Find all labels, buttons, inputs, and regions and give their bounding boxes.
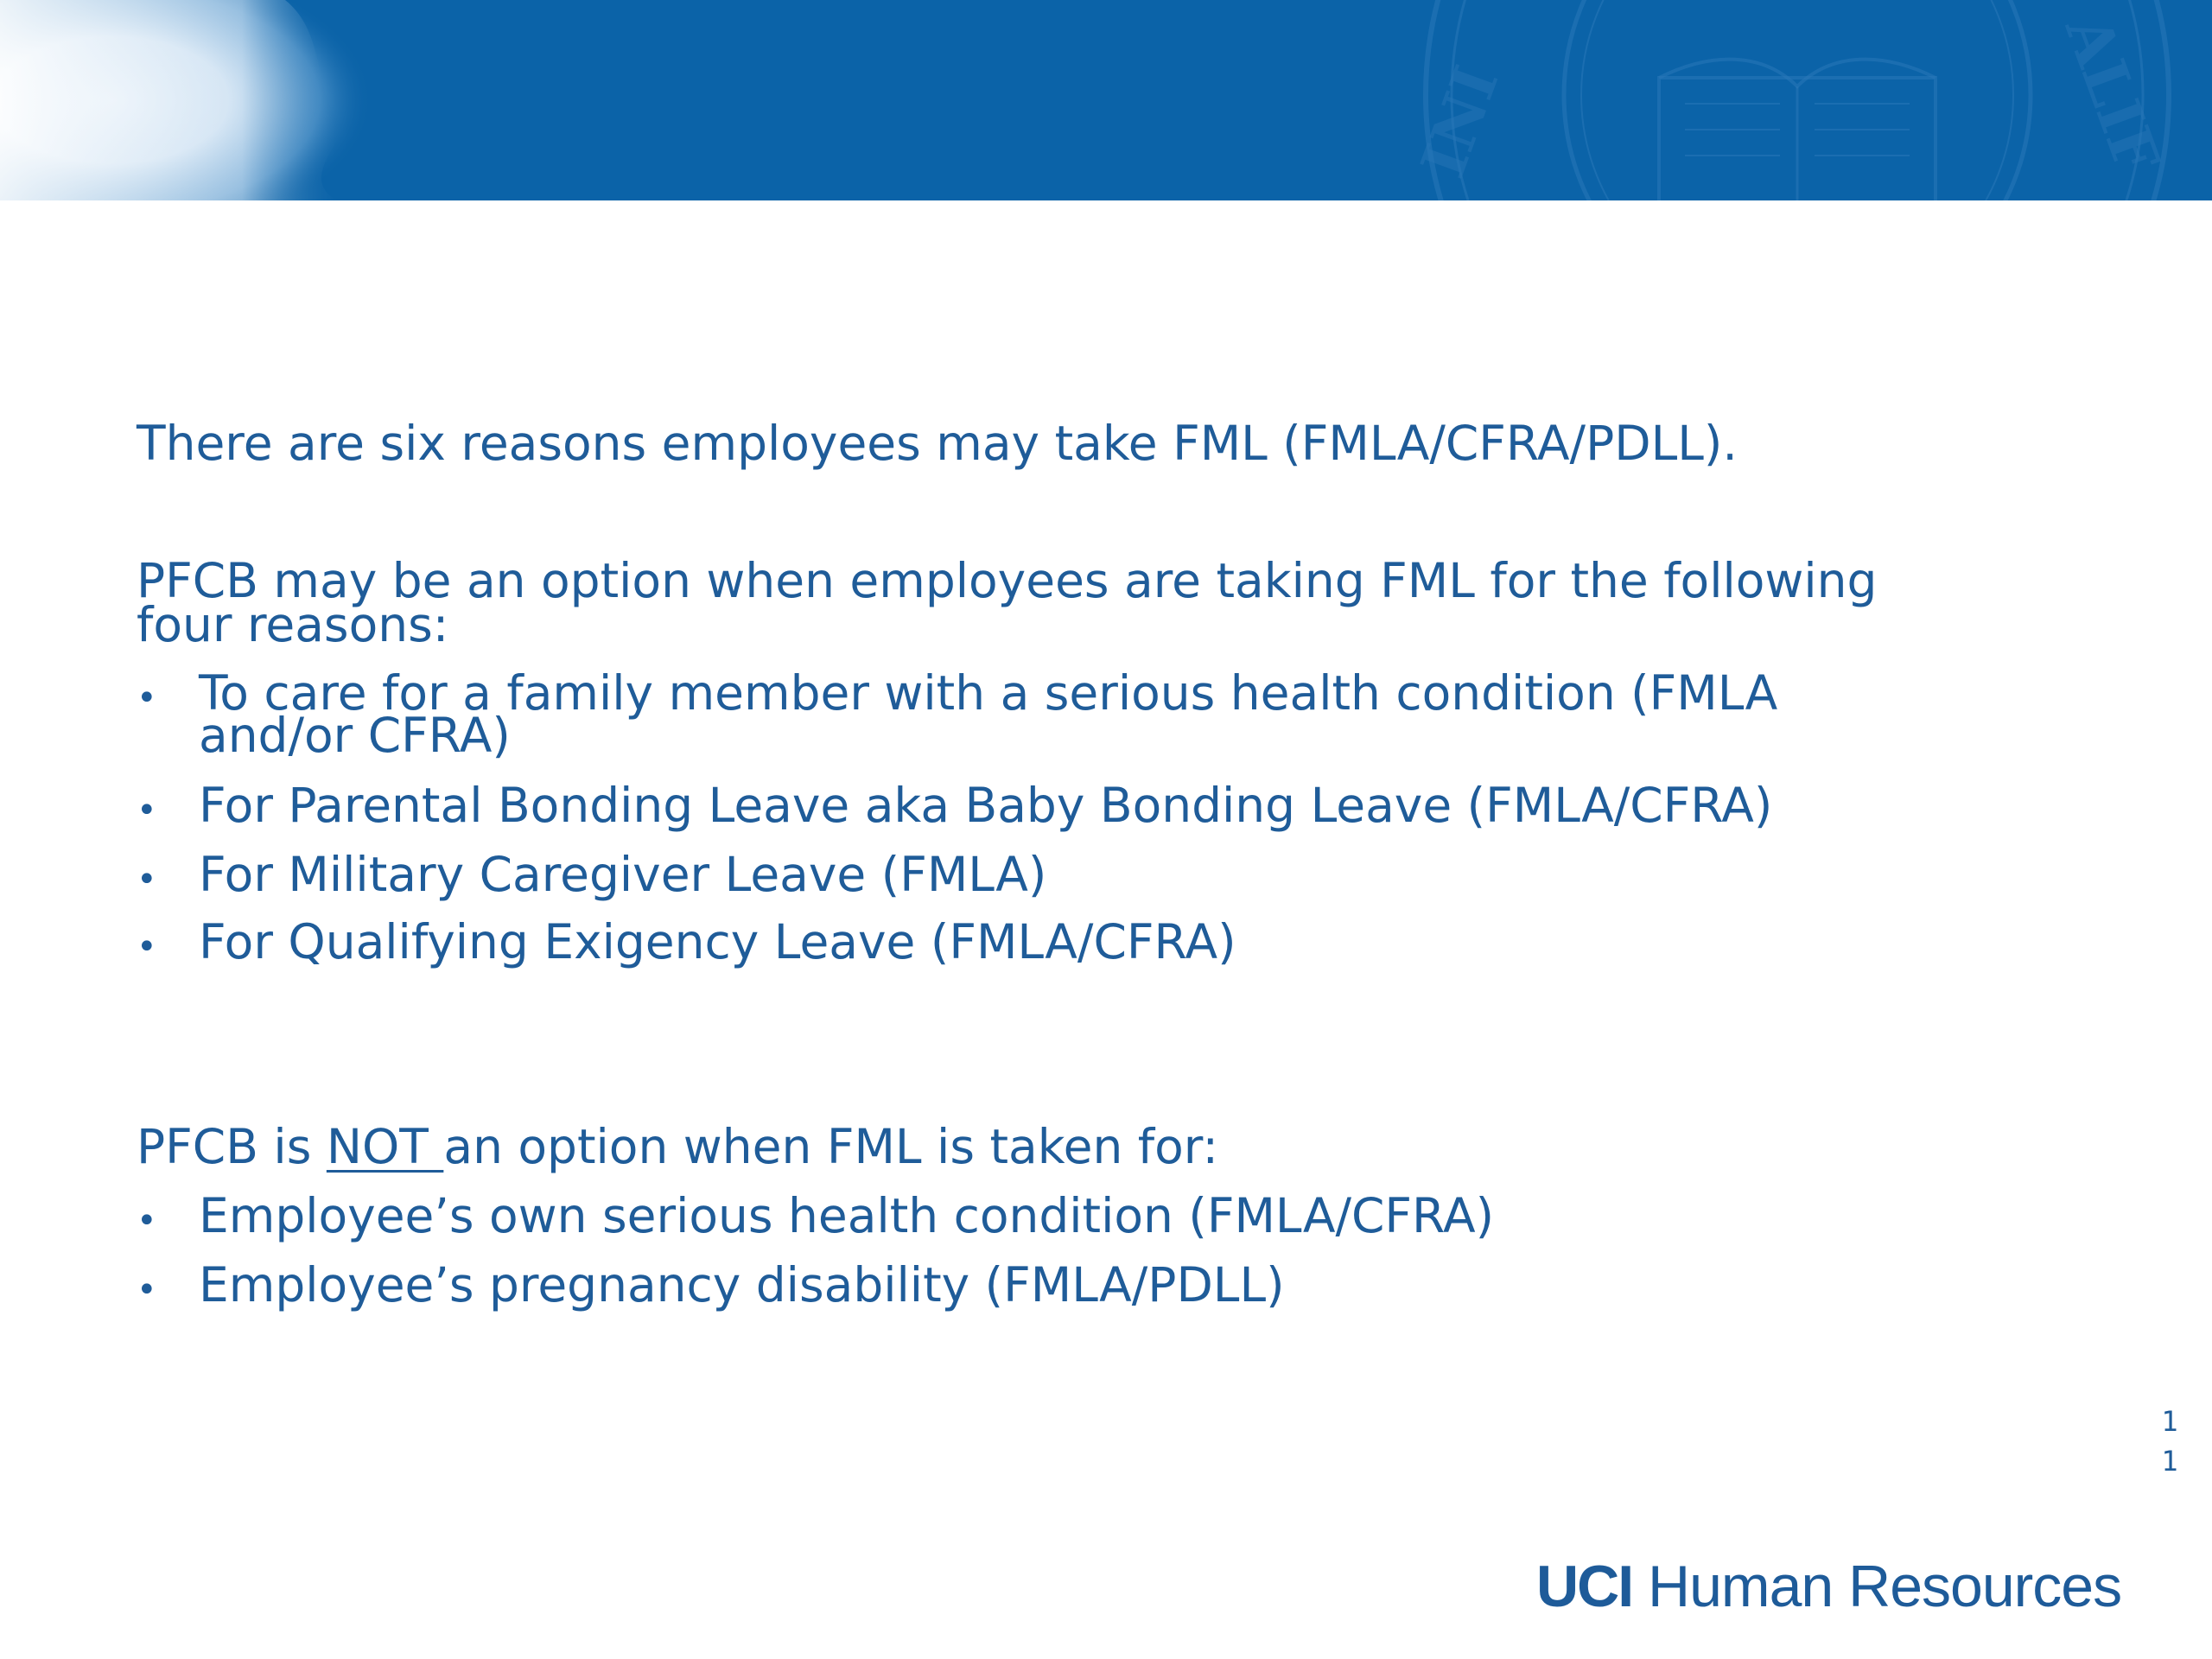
bullet-marker: • (137, 678, 157, 718)
logo-department-text: Human Resources (1632, 1554, 2122, 1619)
not-eligible-heading-prefix: PFCB is (137, 1119, 327, 1174)
not-emphasis: NOT (326, 1119, 444, 1174)
svg-text:INI: INI (1406, 56, 1513, 187)
eligible-item-family-care-line2: and/or CFRA) (199, 708, 511, 763)
not-eligible-item-pregnancy: Employee’s pregnancy disability (FMLA/PDLL) (199, 1257, 1285, 1313)
bullet-marker: • (137, 860, 157, 899)
bullet-marker: • (137, 791, 157, 830)
slide-page-number: 11 (2161, 1405, 2178, 1478)
header-banner (0, 0, 2212, 200)
banner-glow-decoration (0, 0, 372, 200)
bullet-marker: • (137, 1270, 157, 1310)
eligible-item-family-care-line1: To care for a family member with a serious health condition (FMLA (199, 665, 1778, 721)
not-eligible-heading-suffix: an option when FML is taken for: (443, 1119, 1218, 1174)
svg-text:ALIF: ALIF (2051, 6, 2174, 182)
university-seal-watermark-icon (1400, 0, 2195, 200)
uci-human-resources-logo (1536, 1555, 2121, 1618)
intro-statement: There are six reasons employees may take FML (FMLA/CFRA/PDLL). (137, 416, 1738, 471)
eligible-heading-line2: four reasons: (137, 597, 449, 652)
not-eligible-item-own-health: Employee’s own serious health condition (FMLA/CFRA) (199, 1188, 1495, 1243)
eligible-heading-line1: PFCB may be an option when employees are taking FML for the following (137, 553, 1878, 608)
logo-uci-wordmark: UCI (1536, 1554, 1633, 1619)
eligible-item-parental-bonding: For Parental Bonding Leave aka Baby Bonding Leave (FMLA/CFRA) (199, 778, 1773, 833)
not-eligible-heading (137, 1119, 1218, 1174)
eligible-item-qualifying-exigency: For Qualifying Exigency Leave (FMLA/CFRA) (199, 914, 1236, 969)
bullet-marker: • (137, 927, 157, 967)
eligible-item-military-caregiver: For Military Caregiver Leave (FMLA) (199, 847, 1047, 902)
bullet-marker: • (137, 1201, 157, 1241)
